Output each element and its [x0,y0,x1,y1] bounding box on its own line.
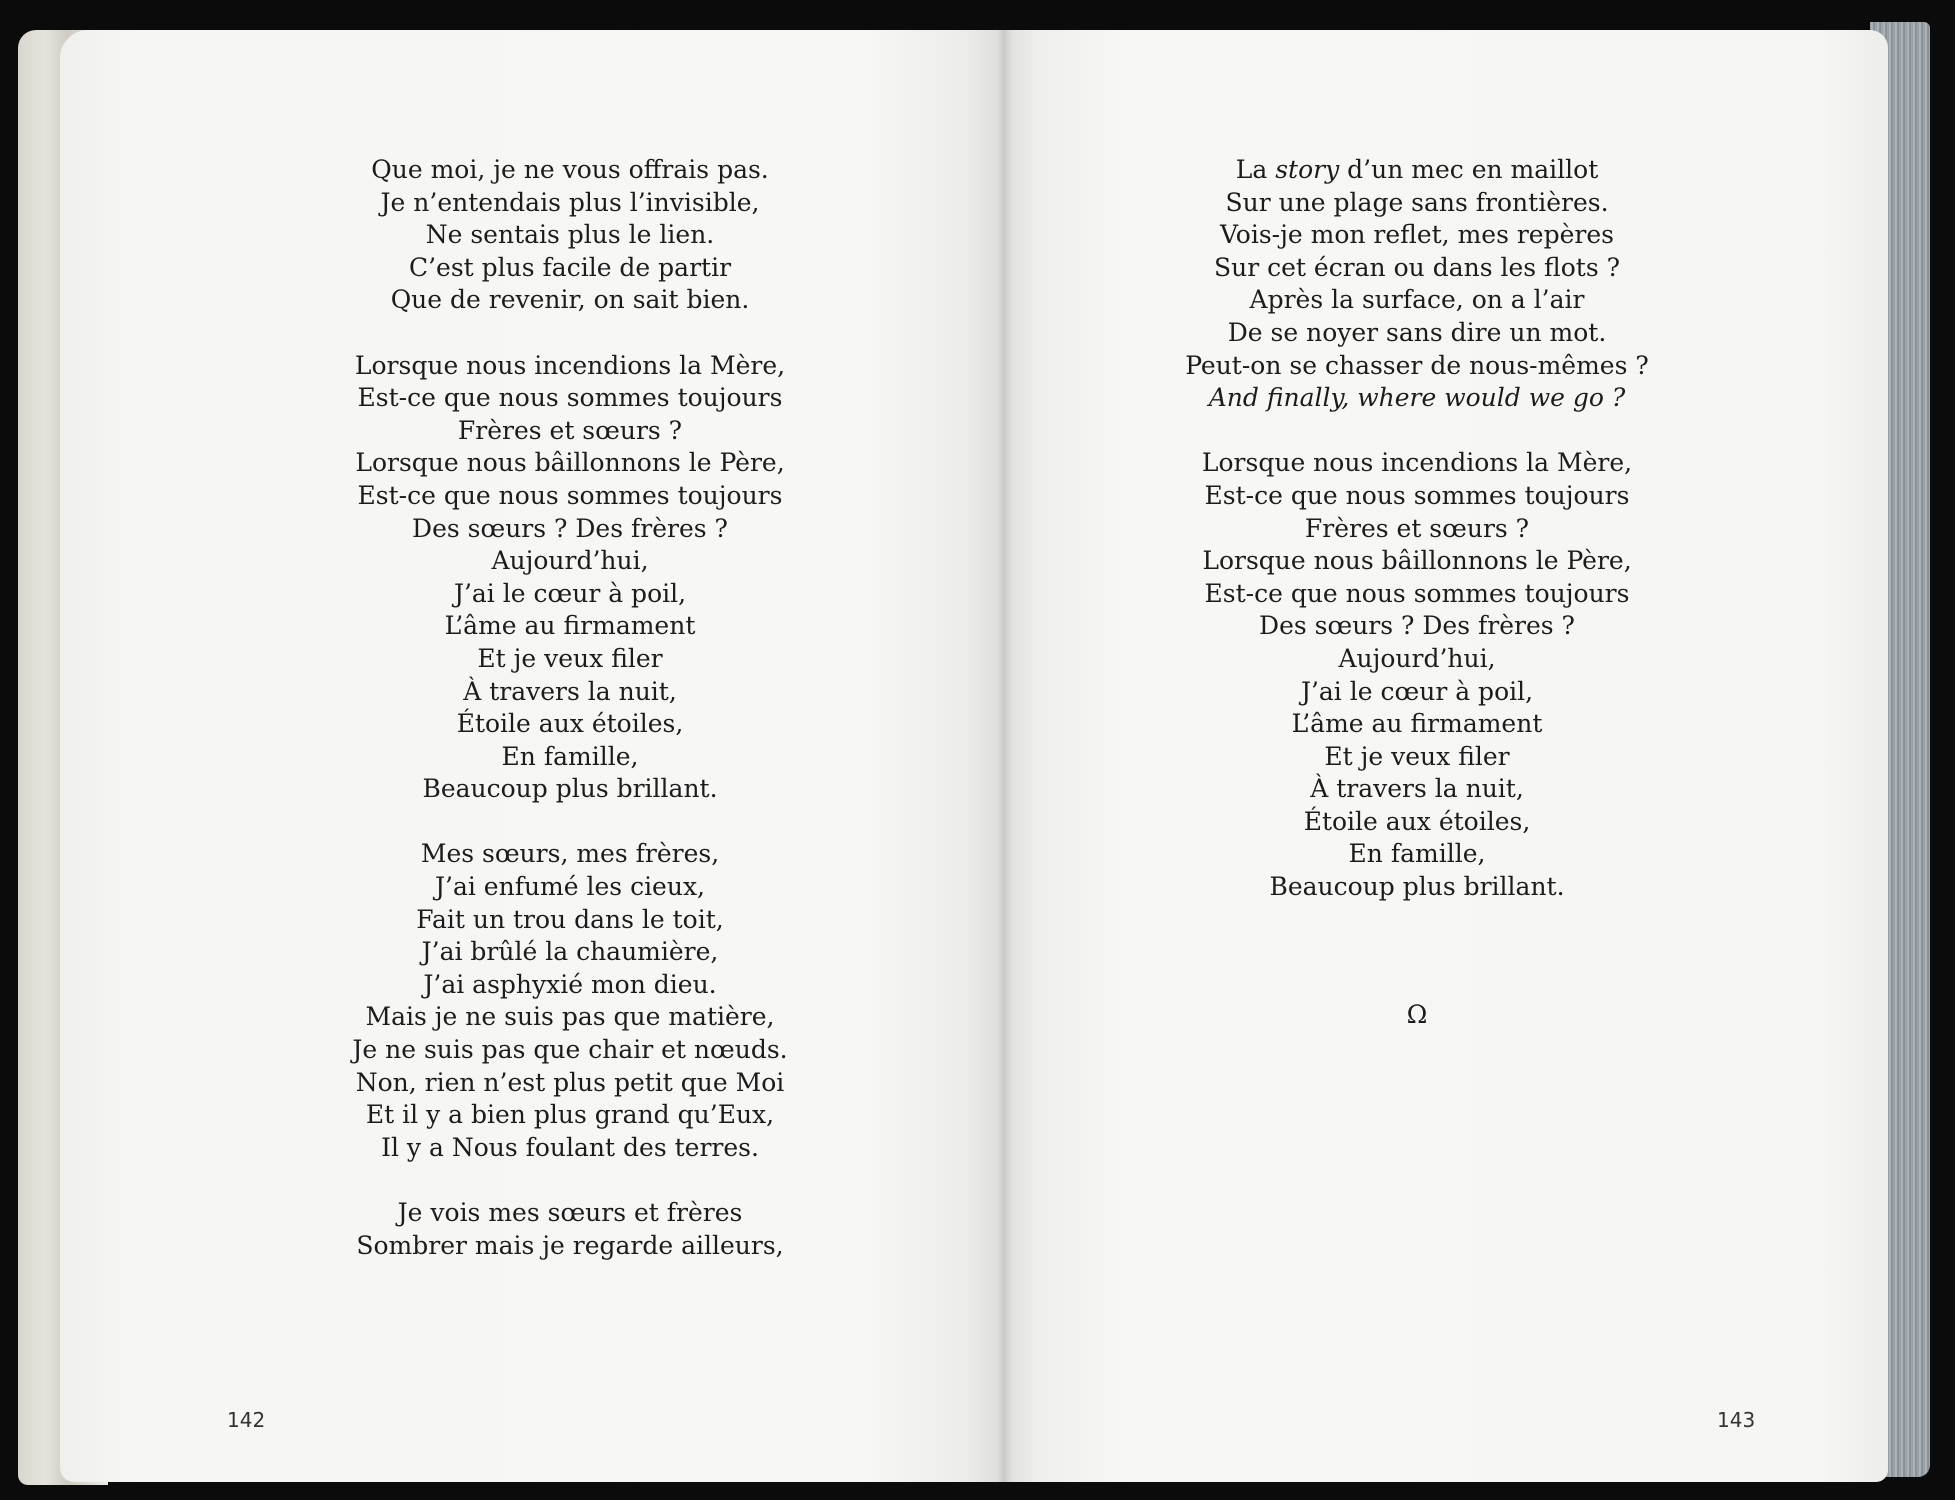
verse-line: Vois-je mon reflet, mes repères [1220,220,1614,250]
verse-line: Il y a Nous foulant des terres. [381,1132,759,1162]
verse-line-italic: And finally, where would we go ? [1208,383,1626,413]
verse-line: Que de revenir, on sait bien. [390,285,750,315]
verse-line: Ne sentais plus le lien. [425,220,715,250]
stanza-break [220,1164,920,1197]
verse-line: Après la surface, on a l’air [1249,285,1585,315]
verse-line: Frères et sœurs ? [457,415,683,445]
verse-line: Et il y a bien plus grand qu’Eux, [365,1100,775,1130]
verse-line: Est-ce que nous sommes toujours [1204,480,1630,510]
verse-line: Et je veux filer [1324,741,1510,771]
verse-line: J’ai le cœur à poil, [1300,676,1534,706]
page-number-right: 143 [1717,1408,1756,1432]
right-page-poem [1067,154,1767,904]
verse-line: Étoile aux étoiles, [456,709,684,739]
left-page-poem [220,154,920,1262]
verse-line: À travers la nuit, [1310,774,1524,804]
verse-line: Mes sœurs, mes frères, [420,839,720,869]
verse-line: J’ai le cœur à poil, [453,578,687,608]
verse-line: Et je veux filer [477,643,663,673]
verse-line: Beaucoup plus brillant. [422,774,718,804]
verse-line: C’est plus facile de partir [408,252,732,282]
verse-line: Frères et sœurs ? [1304,513,1530,543]
verse-text: d’un mec en maillot [1339,155,1599,184]
book-gutter [996,30,1012,1482]
verse-line: Des sœurs ? Des frères ? [412,513,728,543]
verse-line: Lorsque nous bâillonnons le Père, [1202,546,1632,576]
verse-line: Beaucoup plus brillant. [1269,872,1565,902]
verse-line: Je vois mes sœurs et frères [397,1198,743,1227]
verse-line [1067,154,1767,187]
verse-line: Aujourd’hui, [1338,643,1496,673]
verse-line: Peut-on se chasser de nous-mêmes ? [1185,350,1649,380]
verse-line: De se noyer sans dire un mot. [1227,317,1607,347]
verse-line: L’âme au firmament [444,611,696,641]
verse-line: L’âme au firmament [1291,709,1543,739]
verse-text: La [1235,155,1276,184]
verse-line: Fait un trou dans le toit, [416,904,724,934]
verse-line: Lorsque nous incendions la Mère, [354,350,786,380]
italic-word: story [1275,155,1340,184]
verse-line: Lorsque nous bâillonnons le Père, [355,448,785,478]
verse-line: Sur une plage sans frontières. [1225,187,1609,217]
verse-line: Je ne suis pas que chair et nœuds. [352,1035,788,1065]
verse-line: Étoile aux étoiles, [1303,806,1531,836]
verse-line: À travers la nuit, [463,676,677,706]
verse-line: Sombrer mais je regarde ailleurs, [356,1230,784,1260]
stanza-break [1067,415,1767,448]
verse-line: En famille, [501,741,639,771]
verse-line: Des sœurs ? Des frères ? [1259,611,1575,641]
verse-line: Que moi, je ne vous offrais pas. [371,155,769,184]
verse-line: J’ai enfumé les cieux, [434,872,706,902]
verse-line: Est-ce que nous sommes toujours [357,480,783,510]
verse-line: Mais je ne suis pas que matière, [365,1002,775,1032]
verse-line: Est-ce que nous sommes toujours [357,383,783,413]
verse-line: Aujourd’hui, [491,546,649,576]
verse-line: En famille, [1348,839,1486,869]
verse-line: Est-ce que nous sommes toujours [1204,578,1630,608]
verse-line: Je n’entendais plus l’invisible, [380,187,760,217]
verse-line: J’ai asphyxié mon dieu. [423,969,717,999]
stanza-break [220,806,920,839]
verse-line: Sur cet écran ou dans les flots ? [1213,252,1621,282]
verse-line: J’ai brûlé la chaumière, [421,937,719,967]
end-mark: Ω [1406,1000,1428,1029]
verse-line: Lorsque nous incendions la Mère, [1201,448,1633,478]
verse-line: Non, rien n’est plus petit que Moi [355,1067,785,1097]
stanza-break [220,317,920,350]
page-number-left: 142 [227,1408,266,1432]
